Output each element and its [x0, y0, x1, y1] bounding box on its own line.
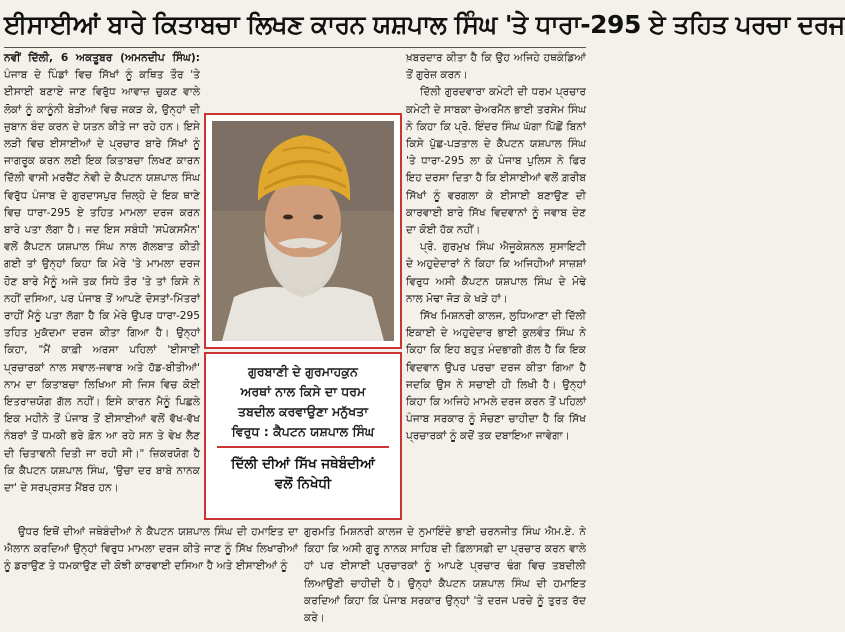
article-column-bottom-right: [304, 524, 586, 628]
article-paragraph: ਸਿੱਖ ਮਿਸ਼ਨਰੀ ਕਾਲਜ, ਲੁਧਿਆਣਾ ਦੀ ਦਿੱਲੀ ਇਕਾਈ ਦੇ ਅਹੁਦੇਦਾਰ ਭਾਈ ਕੁਲਵੰਤ ਸਿੰਘ ਨੇ ਕਿਹਾ ਕਿ ਇਹ ਬਹੁਤ ਮੰਦਭਾਗੀ ਗੱਲ ਹੈ ਕਿ ਇਕ ਵਿਦਵਾਨ ਉਪਰ ਪਰਚਾ ਦਰਜ ਕੀਤਾ ਗਿਆ ਹੈ ਜਦਕਿ ਉਸ ਨੇ ਸਚਾਈ ਹੀ ਲਿਖੀ ਹੈ। ਉਨ੍ਹਾਂ ਕਿਹਾ ਕਿ ਅਜਿਹੇ ਮਾਮਲੇ ਦਰਜ ਕਰਨ ਤੋਂ ਪਹਿਲਾਂ ਪੰਜਾਬ ਸਰਕਾਰ ਨੂੰ ਸੋਚਣਾ ਚਾਹੀਦਾ ਹੈ ਕਿ ਸਿੱਖ ਪ੍ਰਚਾਰਕਾਂ ਨੂੰ ਕਦੋਂ ਤਕ ਦਬਾਇਆ ਜਾਵੇਗਾ।: [406, 310, 586, 443]
article-column-right: [406, 50, 586, 520]
headline-rule: [4, 47, 586, 48]
article-paragraph: ਪ੍ਰੋ. ਗੁਰਮੁਖ ਸਿੰਘ ਐਜੂਕੇਸ਼ਨਲ ਸੁਸਾਇਟੀ ਦੇ ਅਹੁਦੇਦਾਰਾਂ ਨੇ ਕਿਹਾ ਕਿ ਅਜਿਹੀਆਂ ਸਾਜ਼ਸ਼ਾਂ ਵਿਰੁਧ ਅਸੀ ਕੈਪਟਨ ਯਸ਼ਪਾਲ ਸਿੰਘ ਦੇ ਮੋਢੇ ਨਾਲ ਮੋਢਾ ਜੋੜ ਕੇ ਖੜੇ ਹਾਂ।: [406, 241, 586, 305]
article-paragraph: ਖ਼ਬਰਦਾਰ ਕੀਤਾ ਹੈ ਕਿ ਉਹ ਅਜਿਹੇ ਹਥਕੰਡਿਆਂ ਤੋਂ ਗੁਰੇਜ਼ ਕਰਨ।: [406, 52, 586, 82]
article-column-left: [4, 50, 200, 520]
pullquote-line: ਵਿਰੁਧ : ਕੈਪਟਨ ਯਸ਼ਪਾਲ ਸਿੰਘ: [231, 424, 375, 439]
article-headline: ਈਸਾਈਆਂ ਬਾਰੇ ਕਿਤਾਬਚਾ ਲਿਖਣ ਕਾਰਨ ਯਸ਼ਪਾਲ ਸਿੰਘ 'ਤੇ ਧਾਰਾ-295 ਏ ਤਹਿਤ ਪਰਚਾ ਦਰਜ: [4, 10, 845, 39]
portrait-frame: [204, 113, 402, 349]
pullquote-line: ਗੁਰਬਾਣੀ ਦੇ ਗੁਰਮਾਹਕੁਨ: [248, 364, 358, 379]
article-paragraph: ਪੰਜਾਬ ਦੇ ਪਿੰਡਾਂ ਵਿਚ ਸਿੱਖਾਂ ਨੂੰ ਕਥਿਤ ਤੌਰ 'ਤੇ ਈਸਾਈ ਬਣਾਏ ਜਾਣ ਵਿਰੁੱਧ ਆਵਾਜ਼ ਚੁਕਣ ਵਾਲੇ ਲੋਕਾਂ ਨੂੰ ਕਾਨੂੰਨੀ ਬੇੜੀਆਂ ਵਿਚ ਜਕੜ ਕੇ, ਉਨ੍ਹਾਂ ਦੀ ਜ਼ੁਬਾਨ ਬੰਦ ਕਰਨ ਦੇ ਯਤਨ ਕੀਤੇ ਜਾ ਰਹੇ ਹਨ। ਇਸੇ ਲੜੀ ਵਿਚ ਈਸਾਈਆਂ ਦੇ ਪ੍ਰਚਾਰ ਬਾਰੇ ਸਿੱਖਾਂ ਨੂੰ ਜਾਗਰੂਕ ਕਰਨ ਲਈ ਇਕ ਕਿਤਾਬਚਾ ਲਿਖਣ ਕਾਰਨ ਦਿੱਲੀ ਵਾਸੀ ਮਰਚੈਂਟ ਨੇਵੀ ਦੇ ਕੈਪਟਨ ਯਸ਼ਪਾਲ ਸਿੰਘ ਵਿਰੁੱਧ ਪੰਜਾਬ ਦੇ ਗੁਰਦਾਸਪੁਰ ਜ਼ਿਲ੍ਹੇ ਦੇ ਇਕ ਥਾਣੇ ਵਿਚ ਧਾਰਾ-295 ਏ ਤਹਿਤ ਮਾਮਲਾ ਦਰਜ ਕਰਨ ਬਾਰੇ ਪਤਾ ਲੱਗਾ ਹੈ। ਜਦ ਇਸ ਸਬੰਧੀ 'ਸਪੋਕਸਮੈਨ' ਵਲੋਂ ਕੈਪਟਨ ਯਸ਼ਪਾਲ ਸਿੰਘ ਨਾਲ ਗੱਲਬਾਤ ਕੀਤੀ ਗਈ ਤਾਂ ਉਨ੍ਹਾਂ ਕਿਹਾ ਕਿ ਮੇਰੇ 'ਤੇ ਮਾਮਲਾ ਦਰਜ ਹੋਣ ਬਾਰੇ ਮੈਨੂੰ ਅਜੇ ਤਕ ਸਿਧੇ ਤੌਰ 'ਤੇ ਤਾਂ ਕਿਸੇ ਨੇ ਨਹੀਂ ਦਸਿਆ, ਪਰ ਪੰਜਾਬ ਤੋਂ ਆਪਣੇ ਦੋਸਤਾਂ-ਮਿੱਤਰਾਂ ਰਾਹੀਂ ਮੈਨੂੰ ਪਤਾ ਲੱਗਾ ਹੈ ਕਿ ਮੇਰੇ ਉਪਰ ਧਾਰਾ-295 ਤਹਿਤ ਮੁਕੱਦਮਾ ਦਰਜ ਕੀਤਾ ਗਿਆ ਹੈ। ਉਨ੍ਹਾਂ ਕਿਹਾ, "ਮੈਂ ਕਾਫ਼ੀ ਅਰਸਾ ਪਹਿਲਾਂ 'ਈਸਾਈ ਪ੍ਰਚਾਰਕਾਂ ਨਾਲ ਸਵਾਲ-ਜਵਾਬ ਅਤੇ ਹੱਡ-ਬੀਤੀਆਂ' ਨਾਮ ਦਾ ਕਿਤਾਬਚਾ ਲਿਖਿਆ ਸੀ ਜਿਸ ਵਿਚ ਕੋਈ ਇਤਰਾਜ਼ਯੋਗ ਗੱਲ ਨਹੀਂ। ਇਸੇ ਕਾਰਨ ਮੈਨੂੰ ਪਿਛਲੇ ਇਕ ਮਹੀਨੇ ਤੋਂ ਪੰਜਾਬ ਤੋਂ ਈਸਾਈਆਂ ਵਲੋਂ ਵੱਖ-ਵੱਖ ਨੰਬਰਾਂ ਤੋਂ ਧਮਕੀ ਭਰੇ ਫ਼ੋਨ ਆ ਰਹੇ ਸਨ ਤੇ ਵੇਖ ਲੈਣ ਦੀ ਚਿਤਾਵਨੀ ਦਿਤੀ ਜਾ ਰਹੀ ਸੀ।" ਜ਼ਿਕਰਯੋਗ ਹੈ ਕਿ ਕੈਪਟਨ ਯਸ਼ਪਾਲ ਸਿੰਘ, 'ਉਚਾ ਦਰ ਬਾਬੇ ਨਾਨਕ ਦਾ' ਦੇ ਸਰਪ੍ਰਸਤ ਮੈਂਬਰ ਹਨ।: [4, 69, 200, 495]
article-paragraph: ਦਿੱਲੀ ਗੁਰਦਵਾਰਾ ਕਮੇਟੀ ਦੀ ਧਰਮ ਪ੍ਰਚਾਰ ਕਮੇਟੀ ਦੇ ਸਾਬਕਾ ਚੇਅਰਮੈਨ ਭਾਈ ਤਰਸੇਮ ਸਿੰਘ ਨੇ ਕਿਹਾ ਕਿ ਪ੍ਰੋ. ਇੰਦਰ ਸਿੰਘ ਘੱਗਾ ਪਿੱਛੋਂ ਬਿਨਾਂ ਕਿਸੇ ਪੁੱਛ-ਪੜਤਾਲ ਦੇ ਕੈਪਟਨ ਯਸ਼ਪਾਲ ਸਿੰਘ 'ਤੇ ਧਾਰਾ-295 ਲਾ ਕੇ ਪੰਜਾਬ ਪੁਲਿਸ ਨੇ ਫਿਰ ਇਹ ਦਰਸਾ ਦਿਤਾ ਹੈ ਕਿ ਈਸਾਈਆਂ ਵਲੋਂ ਗ਼ਰੀਬ ਸਿੱਖਾਂ ਨੂੰ ਵਰਗਲਾ ਕੇ ਈਸਾਈ ਬਣਾਉਣ ਦੀ ਕਾਰਵਾਈ ਬਾਰੇ ਸਿੱਖ ਵਿਦਵਾਨਾਂ ਨੂੰ ਜਵਾਬ ਦੇਣ ਦਾ ਕੋਈ ਹੱਕ ਨਹੀਂ।: [406, 86, 586, 237]
pullquote-box: [204, 352, 402, 520]
article-column-bottom-left: [4, 524, 298, 628]
pullquote-divider: [217, 446, 389, 448]
portrait-image: [212, 121, 394, 341]
article-paragraph: ਉਧਰ ਇਥੋਂ ਦੀਆਂ ਜਥੇਬੰਦੀਆਂ ਨੇ ਕੈਪਟਨ ਯਸ਼ਪਾਲ ਸਿੰਘ ਦੀ ਹਮਾਇਤ ਦਾ ਐਲਾਨ ਕਰਦਿਆਂ ਉਨ੍ਹਾਂ ਵਿਰੁਧ ਮਾਮਲਾ ਦਰਜ ਕੀਤੇ ਜਾਣ ਨੂੰ ਸਿੱਖ ਲਿਖਾਰੀਆਂ ਨੂੰ ਡਰਾਉਣ ਤੇ ਧਮਕਾਉਣ ਦੀ ਕੋਝੀ ਕਾਰਵਾਈ ਦਸਿਆ ਹੈ ਅਤੇ ਈਸਾਈਆਂ ਨੂੰ: [4, 526, 298, 573]
pullquote-line: ਅਰਥਾਂ ਨਾਲ ਕਿਸੇ ਦਾ ਧਰਮ: [240, 384, 366, 399]
pullquote-subhead: ਦਿੱਲੀ ਦੀਆਂ ਸਿੱਖ ਜਥੇਬੰਦੀਆਂ: [231, 456, 375, 472]
dateline: ਨਵੀਂ ਦਿੱਲੀ, 6 ਅਕਤੂਬਰ (ਅਮਨਦੀਪ ਸਿੰਘ):: [4, 52, 200, 64]
article-paragraph: ਗੁਰਮਤਿ ਮਿਸ਼ਨਰੀ ਕਾਲਜ ਦੇ ਨੁਮਾਇੰਦੇ ਭਾਈ ਚਰਨਜੀਤ ਸਿੰਘ ਐਮ.ਏ. ਨੇ ਕਿਹਾ ਕਿ ਅਸੀ ਗੁਰੂ ਨਾਨਕ ਸਾਹਿਬ ਦੀ ਫ਼ਿਲਾਸਫ਼ੀ ਦਾ ਪ੍ਰਚਾਰ ਕਰਨ ਵਾਲੇ ਹਾਂ ਪਰ ਈਸਾਈ ਪ੍ਰਚਾਰਕਾਂ ਨੂੰ ਆਪਣੇ ਪ੍ਰਚਾਰ ਢੰਗ ਵਿਚ ਤਬਦੀਲੀ ਲਿਆਉਣੀ ਚਾਹੀਦੀ ਹੈ। ਉਨ੍ਹਾਂ ਕੈਪਟਨ ਯਸ਼ਪਾਲ ਸਿੰਘ ਦੀ ਹਮਾਇਤ ਕਰਦਿਆਂ ਕਿਹਾ ਕਿ ਪੰਜਾਬ ਸਰਕਾਰ ਉਨ੍ਹਾਂ 'ਤੇ ਦਰਜ ਪਰਚੇ ਨੂੰ ਤੁਰਤ ਰੱਦ ਕਰੇ।: [304, 526, 586, 625]
pullquote-line: ਤਬਦੀਲ ਕਰਵਾਉਣਾ ਮਨੁੱਖਤਾ: [238, 404, 368, 419]
portrait-photo: [212, 121, 394, 341]
pullquote-subhead: ਵਲੋਂ ਨਿਖੇਧੀ: [274, 476, 332, 492]
